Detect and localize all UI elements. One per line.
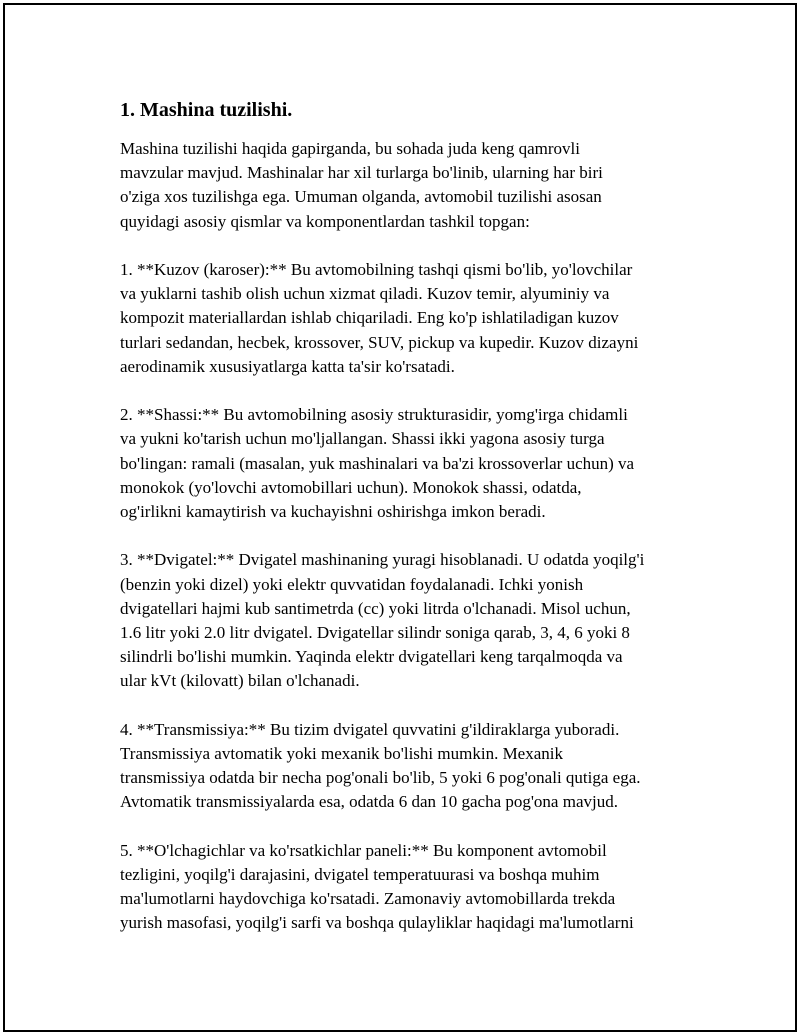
section-dvigatel-paragraph: 3. **Dvigatel:** Dvigatel mashinaning yuragi hisoblanadi. U odatda yoqilg'i (benzin yoki dizel) yoki elektr quvvatidan foydalanadi. Ichki yonish dvigatellari hajmi kub santimetrda (cc) yoki litrda o'lchanadi. Misol uchun, 1.6 litr yoki 2.0 litr dvigatel. Dvigatellar silindr soniga qarab, 3, 4, 6 yoki 8 silindrli bo'lishi mumkin. Yaqinda elektr dvigatellari keng tarqalmoqda va ular kVt (kilovatt) bilan o'lchanadi. bbox=[120, 550, 645, 691]
intro-paragraph: Mashina tuzilishi haqida gapirganda, bu sohada juda keng qamrovli mavzular mavjud. Mashinalar har xil turlarga bo'linib, ularning har biri o'ziga xos tuzilishga ega. Umuman olganda, avtomobil tuzilishi asosan quyidagi asosiy qismlar va komponentlardan tashkil topgan: bbox=[120, 139, 603, 231]
section-panel-paragraph: 5. **O'lchagichlar va ko'rsatkichlar paneli:** Bu komponent avtomobil tezligini, yoqilg'i darajasini, dvigatel temperatuurasi va boshqa muhim ma'lumotlarni haydovchiga ko'rsatadi. Zamonaviy avtomobillarda trekda yurish masofasi, yoqilg'i sarfi va boshqa qulayliklar haqidagi ma'lumotlarni bbox=[120, 840, 634, 933]
section-shassi-paragraph: 2. **Shassi:** Bu avtomobilning asosiy strukturasidir, yomg'irga chidamli va yukni ko'tarish uchun mo'ljallangan. Shassi ikki yagona asosiy turga bo'lingan: ramali (masalan, yuk mashinalari va ba'zi krossoverlar uchun) va monokok (yo'lovchi avtomobillari uchun). Monokok shassi, odatda, og'irlikni kamaytirish va kuchayishni oshirishga imkon beradi. bbox=[120, 405, 635, 522]
section-transmissiya-paragraph: 4. **Transmissiya:** Bu tizim dvigatel quvvatini g'ildiraklarga yuboradi. Transmissiya avtomatik yoki mexanik bo'lishi mumkin. Mexanik transmissiya odatda bir necha pog'onali bo'lib, 5 yoki 6 pog'onali qutiga ega. Avtomatik transmissiyalarda esa, odatda 6 dan 10 gacha pog'ona mavjud. bbox=[120, 719, 641, 812]
document-heading: 1. Mashina tuzilishi. bbox=[120, 99, 293, 121]
page-frame bbox=[3, 3, 797, 1032]
section-kuzov-paragraph: 1. **Kuzov (karoser):** Bu avtomobilning tashqi qismi bo'lib, yo'lovchilar va yuklarni tashib olish uchun xizmat qiladi. Kuzov temir, alyuminiy va kompozit materiallardan ishlab chiqariladi. Eng ko'p ishlatiladigan kuzov turlari sedandan, hecbek, krossover, SUV, pickup va kupedir. Kuzov dizayni aerodinamik xususiyatlarga katta ta'sir ko'rsatadi. bbox=[120, 260, 639, 376]
document-body bbox=[120, 97, 700, 960]
